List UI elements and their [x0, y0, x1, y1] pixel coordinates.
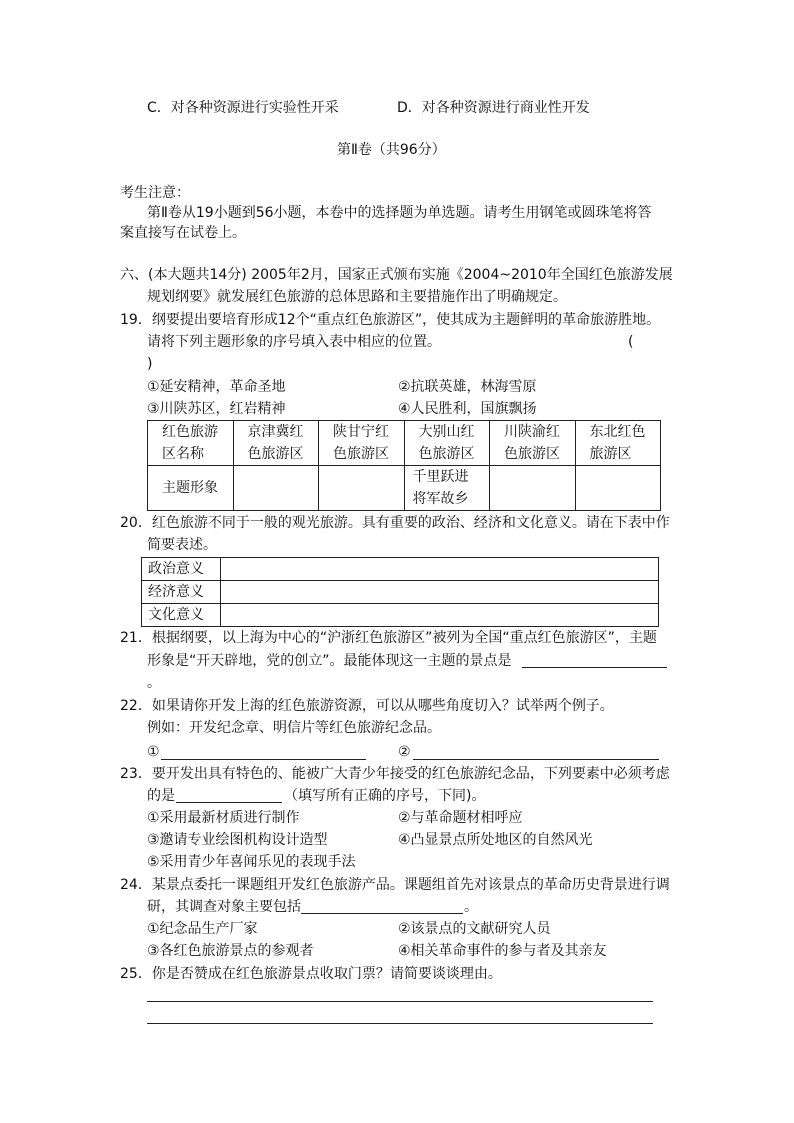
q19-answer-cell-1[interactable] [233, 466, 319, 511]
q25-answer-line-1[interactable] [147, 1001, 653, 1002]
q19-header-line1: 红色旅游 [162, 424, 218, 440]
q20-answer-cell[interactable] [221, 581, 659, 604]
q19-col-cell [233, 421, 319, 466]
q23-option-1: ①采用最新材质进行制作 [147, 810, 300, 826]
q23-option-5: ⑤采用青少年喜闻乐见的表现手法 [147, 854, 356, 870]
q24-option-2: ②该景点的文献研究人员 [398, 921, 551, 937]
q19-answer-paren-open: ( [628, 334, 634, 350]
q19-known-cell [404, 466, 490, 511]
q25-line1: 25．你是否赞成在红色旅游景点收取门票？请简要谈谈理由。 [120, 966, 502, 982]
q19-col-cell [575, 421, 661, 466]
q20-table [141, 557, 659, 627]
q20-row-label: 政治意义 [142, 558, 221, 581]
q19-option-3: ③川陕苏区，红岩精神 [147, 401, 286, 417]
q24-line2-b: 。 [464, 899, 478, 915]
q19-table [147, 420, 661, 511]
q19-line2: 请将下列主题形象的序号填入表中相应的位置。 [147, 334, 441, 350]
q19-option-4: ④人民胜利，国旗飘扬 [398, 401, 537, 417]
q21-line1: 21．根据纲要，以上海为中心的“沪浙红色旅游区”被列为全国“重点红色旅游区”，主题 [120, 630, 657, 646]
q19-header-cell [148, 421, 234, 466]
q22-mark-2: ② [398, 744, 411, 760]
notice-heading: 考生注意： [120, 185, 190, 201]
q23-option-2: ②与革命题材相呼应 [398, 810, 523, 826]
q20-row-label: 文化意义 [142, 604, 221, 627]
q19-col3-line1: 大别山红 [418, 424, 475, 440]
q19-col2-line1: 陕甘宁红 [333, 424, 389, 440]
q19-answer-cell-4[interactable] [490, 466, 576, 511]
q24-answer-line[interactable] [301, 913, 463, 914]
q24-option-3: ③各红色旅游景点的参观者 [147, 943, 314, 959]
q19-header-line2: 区名称 [162, 446, 204, 462]
q19-col1-line2: 色旅游区 [247, 446, 304, 462]
option-d: D．对各种资源进行商业性开发 [397, 100, 590, 116]
q22-answer-line-1[interactable] [161, 759, 366, 760]
q20-answer-cell[interactable] [221, 558, 659, 581]
q22-line2: 例如：开发纪念章、明信片等红色旅游纪念品。 [147, 720, 441, 736]
q23-line2-a: 的是 [147, 788, 175, 804]
q19-col1-line1: 京津冀红 [247, 424, 304, 440]
q22-mark-1: ① [147, 744, 160, 760]
q20-line1: 20．红色旅游不同于一般的观光旅游。具有重要的政治、经济和文化意义。请在下表中作 [120, 515, 670, 531]
option-c: C．对各种资源进行实验性开采 [147, 100, 339, 116]
q19-line1: 19．纲要提出要培育形成12个“重点红色旅游区”，使其成为主题鲜明的革命旅游胜地。 [120, 312, 661, 328]
part6-line1: 六、(本大题共14分) 2005年2月，国家正式颁布实施《2004~2010年全国红色旅游发展 [120, 267, 673, 283]
section-title: 第Ⅱ卷（共96分） [337, 142, 446, 158]
q24-line1: 24．某景点委托一课题组开发红色旅游产品。课题组首先对该景点的革命历史背景进行调 [120, 877, 670, 893]
q23-option-4: ④凸显景点所处地区的自然风光 [398, 832, 593, 848]
q19-answer-cell-2[interactable] [319, 466, 405, 511]
part6-line2: 规划纲要》就发展红色旅游的总体思路和主要措施作出了明确规定。 [147, 289, 567, 305]
q19-col2-line2: 色旅游区 [333, 446, 389, 462]
q21-line2: 形象是“开天辟地，党的创立”。最能体现这一主题的景点是 [147, 653, 512, 669]
q19-col4-line2: 色旅游区 [504, 446, 560, 462]
q19-option-1: ①延安精神，革命圣地 [147, 379, 286, 395]
q22-answer-line-2[interactable] [413, 759, 659, 760]
q25-answer-line-2[interactable] [147, 1023, 653, 1024]
notice-line2: 案直接写在试卷上。 [120, 225, 246, 241]
q21-end: 。 [147, 675, 161, 691]
q20-row-label: 经济意义 [142, 581, 221, 604]
q19-row2-label: 主题形象 [148, 466, 234, 511]
q23-option-3: ③邀请专业绘图机构设计造型 [147, 832, 328, 848]
notice-line1: 第Ⅱ卷从19小题到56小题，本卷中的选择题为单选题。请考生用钢笔或圆珠笔将答 [147, 205, 652, 221]
q19-col4-line1: 川陕渝红 [504, 424, 560, 440]
q21-answer-line[interactable] [522, 667, 667, 668]
q19-known-line2: 将军故乡 [412, 491, 469, 507]
q19-col5-line2: 旅游区 [589, 446, 632, 462]
q19-col-cell [319, 421, 405, 466]
q19-option-2: ②抗联英雄，林海雪原 [398, 379, 537, 395]
q19-col5-line1: 东北红色 [589, 424, 646, 440]
q20-answer-cell[interactable] [221, 604, 659, 627]
q19-answer-paren-close: ) [147, 356, 153, 372]
q23-line2-b: （填写所有正确的序号，下同)。 [284, 788, 486, 804]
q19-col-cell [490, 421, 576, 466]
q24-option-1: ①纪念品生产厂家 [147, 921, 258, 937]
q20-line2: 简要表述。 [147, 537, 217, 553]
q19-known-line1: 千里跃进 [412, 469, 469, 485]
q23-answer-line[interactable] [176, 802, 282, 803]
q24-line2-a: 研，其调查对象主要包括 [147, 899, 301, 915]
q24-option-4: ④相关革命事件的参与者及其亲友 [398, 943, 607, 959]
q19-col-cell [404, 421, 490, 466]
q22-line1: 22．如果请你开发上海的红色旅游资源，可以从哪些角度切入？试举两个例子。 [120, 698, 614, 714]
q19-answer-cell-5[interactable] [575, 466, 661, 511]
q19-col3-line2: 色旅游区 [418, 446, 475, 462]
q23-line1: 23．要开发出具有特色的、能被广大青少年接受的红色旅游纪念品，下列要素中必须考虑 [120, 766, 670, 782]
